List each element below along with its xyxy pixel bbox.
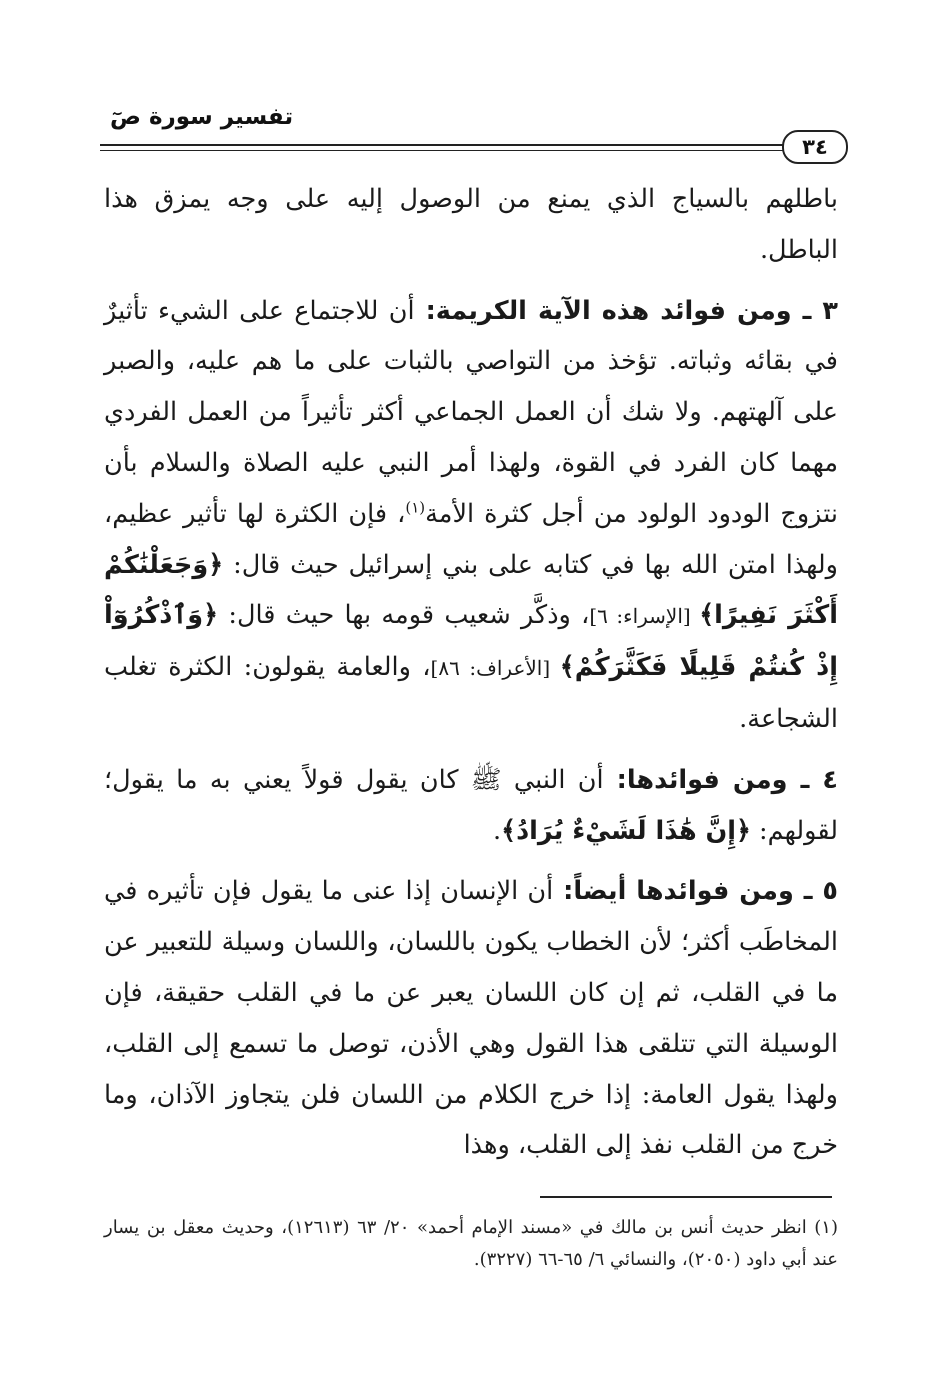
paragraph-benefit-5: [104, 866, 838, 1171]
paragraph-text: أن الإنسان إذا عنى ما يقول فإن تأثيره في المخاطَب أكثر؛ لأن الخطاب يكون باللسان، واللسان وسيلة للتعبير عن ما في القلب، ثم إن كان اللسان يعبر عن ما في القلب حقيقة، فإن الوسيلة التي تتلقى هذا القول وهي الأذن، توصل ما تسمع إلى القلب، ولهذا يقول العامة: إذا خرج الكلام من اللسان فلن يتجاوز الآذان، وما خرج من القلب نفذ إلى القلب، وهذا: [104, 876, 838, 1161]
paragraph-benefit-4: [104, 755, 838, 857]
paragraph-text: ، وذكَّر شعيب قومه بها حيث قال:: [218, 600, 590, 631]
item-number: ٣ ـ: [791, 295, 838, 326]
paragraph-text: أن النبي ﷺ كان يقول قولاً يعني به ما يقول؛ لقولهم:: [104, 764, 838, 846]
item-number: ٥ ـ: [793, 876, 838, 907]
paragraph-continuation: [104, 174, 838, 276]
paragraph-text: ، فإن الكثرة لها تأثير عظيم، ولهذا امتن الله بها في كتابه على بني إسرائيل حيث قال:: [104, 498, 838, 580]
quran-verse: ﴿إِنَّ هَٰذَا لَشَيْءٌ يُرَادُ﴾: [501, 815, 751, 846]
page-header: [100, 100, 848, 170]
item-number: ٤ ـ: [787, 764, 838, 795]
footnote-1: (١) انظر حديث أنس بن مالك في «مسند الإمام أحمد» ٢٠/ ٦٣ (١٢٦١٣)، وحديث معقل بن يسار عند أبي داود (٢٠٥٠)، والنسائي ٦/ ٦٥-٦٦ (٣٢٢٧).: [104, 1217, 838, 1270]
paragraph-text: أن للاجتماع على الشيء تأثيرٌ في بقائه وثباته. تؤخذ من التواصي بالثبات على ما هم عليه، والصبر على آلهتهم. ولا شك أن العمل الجماعي أكثر تأثيراً من العمل الفردي مهما كان الفرد في القوة، ولهذا أمر النبي عليه الصلاة والسلام بأن نتزوج الودود الولود من أجل كثرة الأمة: [104, 295, 838, 529]
paragraph-text: .: [493, 815, 502, 846]
footnote-separator: [540, 1196, 832, 1198]
header-rule: [100, 144, 788, 146]
paragraph-text: ، والعامة يقولون: الكثرة تغلب الشجاعة.: [104, 652, 838, 734]
benefit-heading: ومن فوائدها أيضاً:: [553, 876, 794, 907]
running-title: تفسير سورة صٓ: [110, 104, 294, 130]
verse-reference: [الأعراف: ٨٦]: [430, 656, 560, 681]
quran-verse: ﴿وَجَعَلْنَٰكُمْ أَكْثَرَ نَفِيرًا﴾: [104, 549, 838, 631]
main-text: [104, 174, 838, 1171]
benefit-heading: ومن فوائدها:: [603, 764, 788, 795]
footnote-marker: (١): [405, 498, 426, 517]
paragraph-text: باطلهم بالسياج الذي يمنع من الوصول إليه على وجه يمزق هذا الباطل.: [104, 184, 838, 265]
footnotes: [104, 1212, 838, 1276]
paragraph-benefit-3: [104, 286, 838, 745]
header-rule-thin: [100, 150, 788, 151]
quran-verse: ﴿وَٱذْكُرُوٓاْ إِذْ كُنتُمْ قَلِيلًا فَكَثَّرَكُمْ﴾: [104, 600, 838, 683]
verse-reference: [الإسراء: ٦]: [589, 604, 700, 629]
benefit-heading: ومن فوائد هذه الآية الكريمة:: [414, 295, 792, 326]
page-number-badge: ٣٤: [782, 130, 848, 164]
